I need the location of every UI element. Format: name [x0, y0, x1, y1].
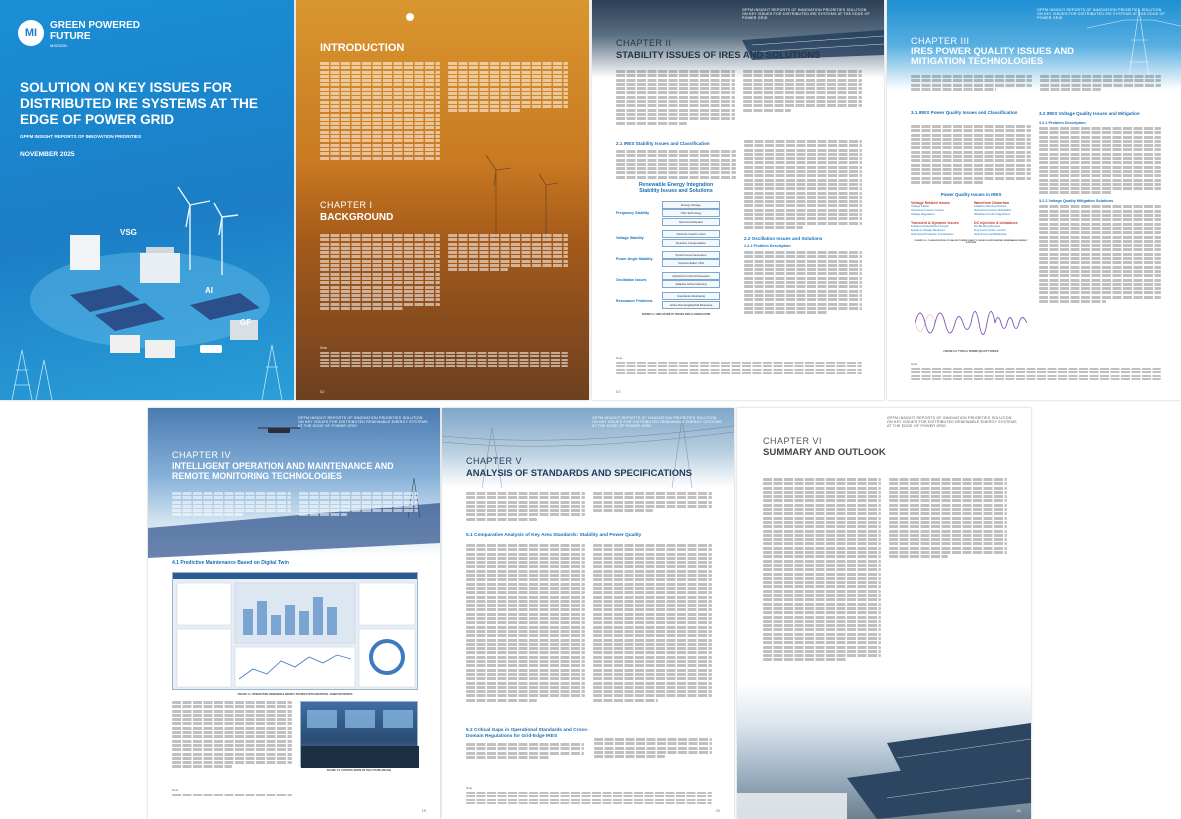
chapter-label: CHAPTER III: [911, 36, 970, 46]
chapter-6-page: [737, 408, 1031, 819]
solution-box: Optimized Control Parameters: [662, 272, 720, 280]
pq-group: [911, 201, 968, 217]
solar-farm-photo: [737, 683, 1031, 819]
page-number: 03: [616, 389, 621, 394]
pq-item: Optimized Protection Coordination: [911, 231, 954, 236]
solution-list: [662, 271, 720, 289]
page-number: 20: [715, 808, 720, 813]
section-5-2-body-left: [466, 743, 584, 760]
control-room-photo: [300, 701, 418, 767]
section-2-2-heading: 2.2 Oscillation Issues and Solutions: [744, 235, 823, 241]
notes-label: Note: [911, 362, 918, 366]
drone-solar-scene: [148, 408, 440, 558]
stability-row: [616, 250, 736, 268]
section-5-1-heading: 5.1 Comparative Analysis of Key Area Standards: Stability and Power Quality: [466, 533, 642, 538]
intro-body: [320, 62, 568, 161]
notes-block: [616, 362, 862, 375]
page-number: 19: [421, 808, 426, 813]
running-head: GPFM INSIGHT REPORTS OF INNOVATION PRIORITIES SOLUTION ON KEY ISSUES FOR DISTRIBUTED RENEWABLE ENERGY SYSTEMS AT THE EDGE OF POWER GRID: [887, 416, 1017, 429]
chapter-2-intro: [616, 70, 862, 126]
cover-page: [0, 0, 294, 400]
introduction-page: [296, 0, 589, 400]
section-5-1-body: [466, 544, 712, 703]
vehicle-icon: [200, 345, 222, 353]
figure2-caption: FIGURE 4.2: CONTROL ROOM OF THE FUTURE (IMAGE): [326, 769, 392, 772]
cover-illustration: [0, 175, 294, 400]
stability-category: Power Angle Stability: [616, 257, 653, 262]
notes-label: Note: [466, 786, 473, 790]
solution-box: VSG Technology: [662, 209, 720, 217]
pq-group: [911, 221, 968, 237]
section-3-1-heading: 3.1 IRES Power Quality Issues and Classification: [911, 110, 1018, 115]
pq-group-heading: Voltage Related Issues: [911, 201, 950, 205]
chapter-label: CHAPTER V: [466, 456, 523, 466]
solution-box: Impedance Reshaping: [662, 292, 720, 300]
chapter-title: INTELLIGENT OPERATION AND MAINTENANCE AND REMOTE MONITORING TECHNOLOGIES: [172, 461, 394, 481]
tag-gf: GF: [240, 318, 252, 327]
running-head: GPFM INSIGHT REPORTS OF INNOVATION PRIORITIES SOLUTION ON KEY ISSUES FOR DISTRIBUTED RENEWABLE ENERGY SYSTEMS AT THE EDGE OF POWER GRID: [298, 416, 428, 429]
notes-label: Note: [172, 788, 179, 792]
pq-item: Enhanced Fault Ride-Through: [911, 224, 949, 229]
chapter-banner: [148, 408, 440, 558]
chapter-label: CHAPTER VI: [763, 436, 823, 446]
chapter-5-intro: [466, 492, 712, 522]
pq-item: Voltage Flicker: [911, 204, 930, 209]
stability-category: Oscillation Issues: [616, 277, 647, 282]
notes-block: [466, 792, 712, 805]
brand-line2: FUTURE: [50, 31, 91, 42]
subsection-2-2-1: 2.2.1 Problem Description: [744, 243, 791, 248]
notes-block: [172, 794, 292, 797]
notes-label: Note: [616, 356, 623, 360]
page-number: 21: [1016, 808, 1021, 813]
chapter-label: CHAPTER IV: [172, 450, 232, 460]
running-head: GPFM INSIGHT REPORTS OF INNOVATION PRIORITIES SOLUTION ON KEY ISSUES FOR DISTRIBUTED IRE SYSTEMS AT THE EDGE OF POWER GRID: [742, 8, 870, 21]
brand-sub: MISSION: [50, 43, 67, 48]
pq-item: Optimized Inverter Control: [911, 208, 944, 213]
pq-group-heading: DC Injection & Unbalance: [974, 220, 1018, 225]
brand-logo: [18, 20, 44, 46]
running-head: GPFM INSIGHT REPORTS OF INNOVATION PRIORITIES SOLUTION ON KEY ISSUES FOR DISTRIBUTED RENEWABLE ENERGY SYSTEMS AT THE EDGE OF POWER GRID: [592, 416, 722, 429]
section-5-2-body-right: [594, 738, 712, 759]
wave-caption: FIGURE 3.2: TYPICAL POWER QUALITY ISSUES: [943, 350, 999, 353]
pq-item: Optimized Inverter Modulation: [974, 208, 1012, 213]
mini-logo: [406, 8, 476, 16]
section-4-1-body: [172, 701, 292, 770]
figure-caption: FIGURE 4.1: INTEGRATING RENEWABLE ENERGY SOURCES INTO INDUSTRIAL ZONES NETWORKS: [237, 693, 353, 696]
solution-box: Implementation VSG: [662, 259, 720, 267]
cover-date: NOVEMBER 2025: [20, 151, 75, 158]
chapter-title: IRES POWER QUALITY ISSUES AND MITIGATION TECHNOLOGIES: [911, 45, 1075, 67]
pq-item: Adaptive Filtering Devices: [974, 204, 1007, 209]
solution-list: [662, 250, 720, 268]
chapter-2-page: [592, 0, 884, 400]
figure-caption: FIGURE 3.1: CLASSIFICATION OF MAJOR POWER QUALITY ISSUES IN INTEGRATED RENEWABLE ENERGY SYSTEMS: [914, 239, 1028, 244]
section-4-1-heading: 4.1 Predictive Maintenance Based on Digital Twin: [172, 560, 289, 566]
solution-box: Active Damping&Hybrid Measures: [662, 301, 720, 309]
background-body: [320, 234, 568, 311]
stability-category: Voltage Stability: [616, 236, 644, 241]
solution-box: Energy Storage: [662, 201, 720, 209]
solution-list: [662, 200, 720, 226]
pq-group: [974, 201, 1031, 217]
notes-block: [911, 368, 1161, 381]
chapter-5-page: [442, 408, 734, 819]
section-3-2-heading: 3.2 IRES Voltage Quality Issues and Mitigation: [1039, 111, 1140, 116]
figure-3-1: [911, 192, 1031, 244]
chapter-label: CHAPTER I: [320, 200, 373, 210]
subsection-3-2-1: 3.2.1 Problem Description: [1039, 121, 1086, 125]
tag-vsg: VSG: [120, 228, 137, 237]
figure-2-1: [616, 182, 736, 316]
pq-group-heading: Transient & Dynamic Issues: [911, 220, 959, 225]
solution-box: Optimized Dispatch: [662, 218, 720, 226]
figure-title: Power Quality Issues in IRES: [940, 192, 1002, 197]
page-number: 02: [320, 389, 325, 394]
chapter-title: ANALYSIS OF STANDARDS AND SPECIFICATIONS: [466, 467, 693, 478]
figure-title-line2: Stability Issues and Solutions: [639, 188, 713, 194]
chapter-title: BACKGROUND: [320, 212, 394, 223]
section-3-2-column: [1039, 110, 1161, 304]
notes-block: [320, 352, 568, 368]
stability-row: [616, 229, 736, 247]
section-2-2-column: [744, 140, 862, 315]
stability-category: Frequency Stability: [616, 211, 650, 216]
intro-heading: INTRODUCTION: [320, 42, 405, 54]
running-head: GPFM INSIGHT REPORTS OF INNOVATION PRIORITIES SOLUTION ON KEY ISSUES FOR DISTRIBUTED IRE SYSTEMS AT THE EDGE OF POWER GRID: [1037, 8, 1165, 21]
waveform-figure: [915, 300, 1027, 346]
pq-item: Improved Inverter Control: [974, 228, 1006, 232]
drone-icon: [258, 428, 300, 433]
chapter-label: CHAPTER II: [616, 38, 672, 48]
section-5-2-heading: 5.2 Critical Gaps in Operational Standards and Cross-Domain Regulations for Grid-Edge IRES: [466, 728, 589, 739]
stability-row: [616, 200, 736, 226]
pq-item: Wideband Control Algorithms: [974, 212, 1011, 216]
solution-list: [662, 292, 720, 310]
chapter-4-page: [148, 408, 440, 819]
pq-item: Voltage Regulators: [911, 212, 935, 216]
subsection-3-2-2: 3.2.2 Voltage Quality Mitigation Solutions: [1039, 199, 1114, 204]
logo-mark: MI: [24, 27, 38, 39]
pq-item: DC Blocking Devices: [974, 224, 1001, 229]
figure-caption: FIGURE 2.1: IRES STABILITY ISSUES AND CLASSIFICATION: [641, 312, 711, 316]
power-quality-groups: [911, 201, 1031, 237]
stability-row: [616, 292, 736, 310]
stability-table: [616, 200, 736, 310]
chapter-3-intro: [911, 75, 1161, 92]
figure-title-line1: Renewable Energy Integration: [638, 182, 714, 188]
solution-box: Adaptive Active Damping: [662, 280, 720, 288]
cover-series: GPFM INSIGHT REPORTS OF INNOVATION PRIORITIES: [20, 134, 142, 139]
chapter-4-intro: [172, 492, 418, 518]
stability-row: [616, 271, 736, 289]
pq-item: Dynamic Voltage Restorers: [911, 228, 945, 232]
solution-list: [662, 229, 720, 247]
section-2-1-body: [616, 150, 736, 180]
cover-title: SOLUTION ON KEY ISSUES FOR DISTRIBUTED IRE SYSTEMS AT THE EDGE OF POWER GRID: [20, 80, 258, 127]
solution-box: Synchronous Generators: [662, 251, 720, 259]
notes-label: Note: [320, 346, 328, 350]
brand-name: [50, 20, 140, 48]
solution-box: Optimize Inverter ontrol: [662, 230, 720, 238]
pq-group: [974, 221, 1031, 237]
chapter-title: STABILITY ISSUES OF IRES AND SOLUTIONS: [616, 49, 821, 60]
pq-group-heading: Waveform Distortion: [974, 201, 1010, 205]
chapter-3-page: [887, 0, 1181, 400]
turbine-silhouette: [296, 150, 589, 240]
summary-body: [763, 478, 1007, 663]
chapter-title: SUMMARY AND OUTLOOK: [763, 447, 886, 458]
pq-item: Optimized Load Balancing: [974, 231, 1007, 236]
tag-ai: AI: [205, 286, 213, 295]
section-3-1-body: [911, 125, 1031, 185]
solution-box: Reactive Compensation: [662, 239, 720, 247]
brand-line1: GREEN POWERED: [50, 20, 141, 31]
digital-twin-dashboard: [172, 572, 418, 690]
stability-category: Resonance Problems: [616, 298, 653, 303]
section-2-1-heading: 2.1 IRES Stability Issues and Classification: [616, 141, 710, 146]
